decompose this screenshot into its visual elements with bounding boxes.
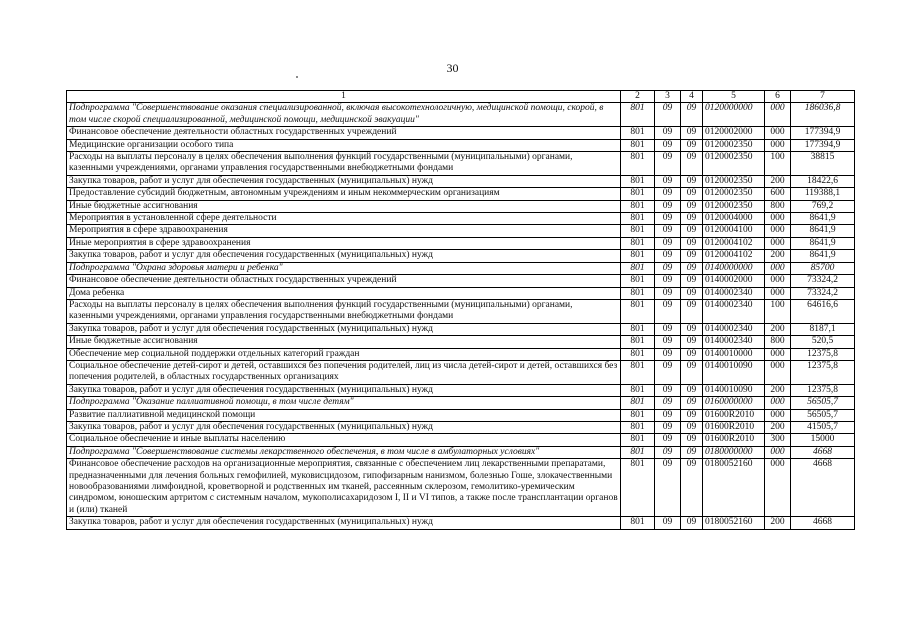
row-section-cell: 09 <box>655 287 681 299</box>
row-name-cell: Закупка товаров, работ и услуг для обеспечения государственных (муниципальных) нужд <box>67 517 621 529</box>
row-subsection-cell: 09 <box>681 360 703 384</box>
row-type-cell: 000 <box>765 139 791 151</box>
row-code-cell: 801 <box>621 323 655 335</box>
row-amount-cell: 15000 <box>791 434 855 446</box>
row-code-cell: 801 <box>621 409 655 421</box>
row-type-cell: 000 <box>765 103 791 127</box>
table-row <box>67 175 855 187</box>
row-subsection-cell: 09 <box>681 446 703 458</box>
row-subsection-cell: 09 <box>681 397 703 409</box>
table-row <box>67 262 855 274</box>
row-subsection-cell: 09 <box>681 434 703 446</box>
table-row <box>67 421 855 433</box>
table-row <box>67 127 855 139</box>
row-target-cell: 0160000000 <box>703 397 765 409</box>
row-type-cell: 800 <box>765 200 791 212</box>
row-amount-cell: 18422,6 <box>791 175 855 187</box>
row-amount-cell: 8641,9 <box>791 225 855 237</box>
row-name-cell: Закупка товаров, работ и услуг для обеспечения государственных (муниципальных) нужд <box>67 250 621 262</box>
row-code-cell: 801 <box>621 517 655 529</box>
row-type-cell: 000 <box>765 127 791 139</box>
row-section-cell: 09 <box>655 275 681 287</box>
row-target-cell: 0120002350 <box>703 175 765 187</box>
row-code-cell: 801 <box>621 200 655 212</box>
row-code-cell: 801 <box>621 139 655 151</box>
row-name-cell: Подпрограмма "Совершенствование оказания специализированной, включая высокотехнологичную, медицинской помощи, скорой, в том числе скорой специализированной, медицинской помощи, медицинской эвакуации" <box>67 103 621 127</box>
row-subsection-cell: 09 <box>681 127 703 139</box>
header-col-5: 5 <box>703 91 765 103</box>
row-code-cell: 801 <box>621 434 655 446</box>
table-row <box>67 348 855 360</box>
table-row <box>67 299 855 323</box>
row-target-cell: 0140010090 <box>703 360 765 384</box>
row-subsection-cell: 09 <box>681 299 703 323</box>
row-subsection-cell: 09 <box>681 348 703 360</box>
row-amount-cell: 12375,8 <box>791 384 855 396</box>
header-col-4: 4 <box>681 91 703 103</box>
row-target-cell: 0180052160 <box>703 459 765 517</box>
row-subsection-cell: 09 <box>681 336 703 348</box>
row-section-cell: 09 <box>655 188 681 200</box>
row-target-cell: 0120002000 <box>703 127 765 139</box>
row-target-cell: 0180000000 <box>703 446 765 458</box>
page-number: 30 <box>446 61 459 75</box>
table-row <box>67 200 855 212</box>
row-type-cell: 200 <box>765 323 791 335</box>
row-section-cell: 09 <box>655 103 681 127</box>
row-code-cell: 801 <box>621 152 655 176</box>
row-amount-cell: 56505,7 <box>791 409 855 421</box>
row-name-cell: Закупка товаров, работ и услуг для обеспечения государственных (муниципальных) нужд <box>67 384 621 396</box>
row-code-cell: 801 <box>621 237 655 249</box>
row-subsection-cell: 09 <box>681 237 703 249</box>
row-name-cell: Предоставление субсидий бюджетным, автономным учреждениям и иным некоммерческим организациям <box>67 188 621 200</box>
row-target-cell: 01600R2010 <box>703 409 765 421</box>
scan-speck <box>296 76 298 78</box>
table-row <box>67 250 855 262</box>
row-target-cell: 0120004102 <box>703 237 765 249</box>
row-target-cell: 0120004000 <box>703 213 765 225</box>
row-target-cell: 0140002340 <box>703 323 765 335</box>
row-name-cell: Медицинские организации особого типа <box>67 139 621 151</box>
row-name-cell: Подпрограмма "Совершенствование системы лекарственного обеспечения, в том числе в амбулаторных условиях" <box>67 446 621 458</box>
row-section-cell: 09 <box>655 323 681 335</box>
row-target-cell: 0120002350 <box>703 139 765 151</box>
header-col-6: 6 <box>765 91 791 103</box>
row-code-cell: 801 <box>621 397 655 409</box>
row-amount-cell: 177394,9 <box>791 127 855 139</box>
table-row <box>67 225 855 237</box>
row-section-cell: 09 <box>655 384 681 396</box>
row-name-cell: Расходы на выплаты персоналу в целях обеспечения выполнения функций государственными (муниципальными) органами, казенными учреждениями, органами управления государственными внебюджетными фондами <box>67 152 621 176</box>
row-type-cell: 000 <box>765 397 791 409</box>
row-code-cell: 801 <box>621 275 655 287</box>
row-type-cell: 000 <box>765 262 791 274</box>
row-type-cell: 000 <box>765 225 791 237</box>
row-type-cell: 100 <box>765 152 791 176</box>
row-subsection-cell: 09 <box>681 188 703 200</box>
table-row <box>67 287 855 299</box>
row-code-cell: 801 <box>621 348 655 360</box>
header-col-2: 2 <box>621 91 655 103</box>
row-section-cell: 09 <box>655 213 681 225</box>
row-code-cell: 801 <box>621 446 655 458</box>
row-section-cell: 09 <box>655 250 681 262</box>
row-amount-cell: 12375,8 <box>791 348 855 360</box>
row-amount-cell: 4668 <box>791 459 855 517</box>
table-row <box>67 384 855 396</box>
row-name-cell: Иные мероприятия в сфере здравоохранения <box>67 237 621 249</box>
row-name-cell: Расходы на выплаты персоналу в целях обеспечения выполнения функций государственными (муниципальными) органами, казенными учреждениями, органами управления государственными внебюджетными фондами <box>67 299 621 323</box>
row-code-cell: 801 <box>621 384 655 396</box>
row-subsection-cell: 09 <box>681 200 703 212</box>
row-code-cell: 801 <box>621 250 655 262</box>
row-name-cell: Социальное обеспечение детей-сирот и детей, оставшихся без попечения родителей, лиц из числа детей-сирот и детей, оставшихся без попечения родителей, в областных государственных организациях <box>67 360 621 384</box>
row-target-cell: 0120000000 <box>703 103 765 127</box>
row-code-cell: 801 <box>621 103 655 127</box>
table-row <box>67 188 855 200</box>
header-col-3: 3 <box>655 91 681 103</box>
row-type-cell: 000 <box>765 348 791 360</box>
row-amount-cell: 56505,7 <box>791 397 855 409</box>
row-name-cell: Закупка товаров, работ и услуг для обеспечения государственных (муниципальных) нужд <box>67 175 621 187</box>
row-subsection-cell: 09 <box>681 275 703 287</box>
row-amount-cell: 119388,1 <box>791 188 855 200</box>
row-name-cell: Социальное обеспечение и иные выплаты населению <box>67 434 621 446</box>
row-section-cell: 09 <box>655 175 681 187</box>
row-name-cell: Обеспечение мер социальной поддержки отдельных категорий граждан <box>67 348 621 360</box>
row-subsection-cell: 09 <box>681 250 703 262</box>
table-row <box>67 517 855 529</box>
row-section-cell: 09 <box>655 299 681 323</box>
row-type-cell: 100 <box>765 299 791 323</box>
row-type-cell: 600 <box>765 188 791 200</box>
row-target-cell: 0140010090 <box>703 384 765 396</box>
row-code-cell: 801 <box>621 175 655 187</box>
table-row <box>67 397 855 409</box>
row-subsection-cell: 09 <box>681 323 703 335</box>
row-amount-cell: 8641,9 <box>791 237 855 249</box>
row-type-cell: 200 <box>765 421 791 433</box>
table-row <box>67 103 855 127</box>
header-row <box>67 91 855 103</box>
row-section-cell: 09 <box>655 421 681 433</box>
row-type-cell: 000 <box>765 360 791 384</box>
row-subsection-cell: 09 <box>681 175 703 187</box>
table-row <box>67 434 855 446</box>
row-code-cell: 801 <box>621 188 655 200</box>
row-section-cell: 09 <box>655 139 681 151</box>
row-section-cell: 09 <box>655 409 681 421</box>
row-name-cell: Мероприятия в сфере здравоохранения <box>67 225 621 237</box>
row-amount-cell: 85700 <box>791 262 855 274</box>
row-amount-cell: 769,2 <box>791 200 855 212</box>
row-target-cell: 0120002350 <box>703 200 765 212</box>
row-section-cell: 09 <box>655 348 681 360</box>
header-col-7: 7 <box>791 91 855 103</box>
row-section-cell: 09 <box>655 397 681 409</box>
table-row <box>67 152 855 176</box>
row-target-cell: 0140000000 <box>703 262 765 274</box>
row-amount-cell: 73324,2 <box>791 287 855 299</box>
table-row <box>67 139 855 151</box>
row-target-cell: 0140002340 <box>703 336 765 348</box>
row-amount-cell: 73324,2 <box>791 275 855 287</box>
table-row <box>67 409 855 421</box>
row-subsection-cell: 09 <box>681 384 703 396</box>
table-row <box>67 459 855 517</box>
row-amount-cell: 520,5 <box>791 336 855 348</box>
row-name-cell: Закупка товаров, работ и услуг для обеспечения государственных (муниципальных) нужд <box>67 421 621 433</box>
row-target-cell: 0140002340 <box>703 299 765 323</box>
row-amount-cell: 177394,9 <box>791 139 855 151</box>
row-name-cell: Мероприятия в установленной сфере деятельности <box>67 213 621 225</box>
row-subsection-cell: 09 <box>681 459 703 517</box>
row-amount-cell: 12375,8 <box>791 360 855 384</box>
row-target-cell: 0120002350 <box>703 152 765 176</box>
row-name-cell: Финансовое обеспечение деятельности областных государственных учреждений <box>67 275 621 287</box>
row-name-cell: Финансовое обеспечение расходов на организационные мероприятия, связанные с обеспечением лиц лекарственными препаратами, предназначенными для лечения больных гемофилией, муковисцидозом, гипофизарным нанизмом, болезнью Гоше, злокачественными новообразованиями лимфоидной, кроветворной и родственных им тканей, рассеянным склерозом, гемолитико-уремическим синдромом, юношеским артритом с системным началом, мукополисахаридозом I, II и VI типов, а также после трансплантации органов и (или) тканей <box>67 459 621 517</box>
row-name-cell: Подпрограмма "Охрана здоровья матери и ребенка" <box>67 262 621 274</box>
row-code-cell: 801 <box>621 336 655 348</box>
row-target-cell: 0180052160 <box>703 517 765 529</box>
row-target-cell: 0120004102 <box>703 250 765 262</box>
row-subsection-cell: 09 <box>681 139 703 151</box>
row-name-cell: Развитие паллиативной медицинской помощи <box>67 409 621 421</box>
row-code-cell: 801 <box>621 225 655 237</box>
table-row <box>67 360 855 384</box>
row-code-cell: 801 <box>621 213 655 225</box>
row-subsection-cell: 09 <box>681 517 703 529</box>
row-amount-cell: 64616,6 <box>791 299 855 323</box>
row-amount-cell: 186036,8 <box>791 103 855 127</box>
row-type-cell: 000 <box>765 287 791 299</box>
row-section-cell: 09 <box>655 237 681 249</box>
row-subsection-cell: 09 <box>681 409 703 421</box>
row-section-cell: 09 <box>655 127 681 139</box>
row-type-cell: 000 <box>765 237 791 249</box>
row-amount-cell: 4668 <box>791 517 855 529</box>
row-type-cell: 000 <box>765 446 791 458</box>
row-section-cell: 09 <box>655 152 681 176</box>
row-section-cell: 09 <box>655 434 681 446</box>
row-section-cell: 09 <box>655 446 681 458</box>
row-subsection-cell: 09 <box>681 287 703 299</box>
row-section-cell: 09 <box>655 517 681 529</box>
row-code-cell: 801 <box>621 459 655 517</box>
row-target-cell: 0140010000 <box>703 348 765 360</box>
row-type-cell: 000 <box>765 213 791 225</box>
table-row <box>67 237 855 249</box>
row-code-cell: 801 <box>621 421 655 433</box>
row-target-cell: 0140002340 <box>703 287 765 299</box>
row-subsection-cell: 09 <box>681 225 703 237</box>
row-subsection-cell: 09 <box>681 152 703 176</box>
row-section-cell: 09 <box>655 336 681 348</box>
row-code-cell: 801 <box>621 127 655 139</box>
row-code-cell: 801 <box>621 360 655 384</box>
row-name-cell: Дома ребенка <box>67 287 621 299</box>
row-amount-cell: 38815 <box>791 152 855 176</box>
row-target-cell: 0140002000 <box>703 275 765 287</box>
row-amount-cell: 8641,9 <box>791 250 855 262</box>
row-section-cell: 09 <box>655 262 681 274</box>
row-code-cell: 801 <box>621 262 655 274</box>
budget-table <box>66 90 855 530</box>
row-amount-cell: 4668 <box>791 446 855 458</box>
row-type-cell: 300 <box>765 434 791 446</box>
row-target-cell: 0120002350 <box>703 188 765 200</box>
row-name-cell: Закупка товаров, работ и услуг для обеспечения государственных (муниципальных) нужд <box>67 323 621 335</box>
row-type-cell: 000 <box>765 409 791 421</box>
row-subsection-cell: 09 <box>681 421 703 433</box>
row-type-cell: 200 <box>765 384 791 396</box>
row-type-cell: 000 <box>765 459 791 517</box>
table-row <box>67 336 855 348</box>
row-code-cell: 801 <box>621 287 655 299</box>
row-target-cell: 0120004100 <box>703 225 765 237</box>
row-subsection-cell: 09 <box>681 213 703 225</box>
row-amount-cell: 8187,1 <box>791 323 855 335</box>
row-type-cell: 800 <box>765 336 791 348</box>
header-col-1: 1 <box>67 91 621 103</box>
row-subsection-cell: 09 <box>681 262 703 274</box>
row-name-cell: Иные бюджетные ассигнования <box>67 200 621 212</box>
row-subsection-cell: 09 <box>681 103 703 127</box>
row-name-cell: Подпрограмма "Оказание паллиативной помощи, в том числе детям" <box>67 397 621 409</box>
row-section-cell: 09 <box>655 225 681 237</box>
table-body <box>67 91 855 530</box>
row-target-cell: 01600R2010 <box>703 421 765 433</box>
table-row <box>67 275 855 287</box>
row-type-cell: 200 <box>765 517 791 529</box>
row-name-cell: Иные бюджетные ассигнования <box>67 336 621 348</box>
row-type-cell: 000 <box>765 275 791 287</box>
row-amount-cell: 41505,7 <box>791 421 855 433</box>
row-section-cell: 09 <box>655 459 681 517</box>
table-row <box>67 323 855 335</box>
row-amount-cell: 8641,9 <box>791 213 855 225</box>
row-type-cell: 200 <box>765 250 791 262</box>
table-row <box>67 446 855 458</box>
row-code-cell: 801 <box>621 299 655 323</box>
row-target-cell: 01600R2010 <box>703 434 765 446</box>
row-section-cell: 09 <box>655 360 681 384</box>
row-name-cell: Финансовое обеспечение деятельности областных государственных учреждений <box>67 127 621 139</box>
row-section-cell: 09 <box>655 200 681 212</box>
row-type-cell: 200 <box>765 175 791 187</box>
table-row <box>67 213 855 225</box>
